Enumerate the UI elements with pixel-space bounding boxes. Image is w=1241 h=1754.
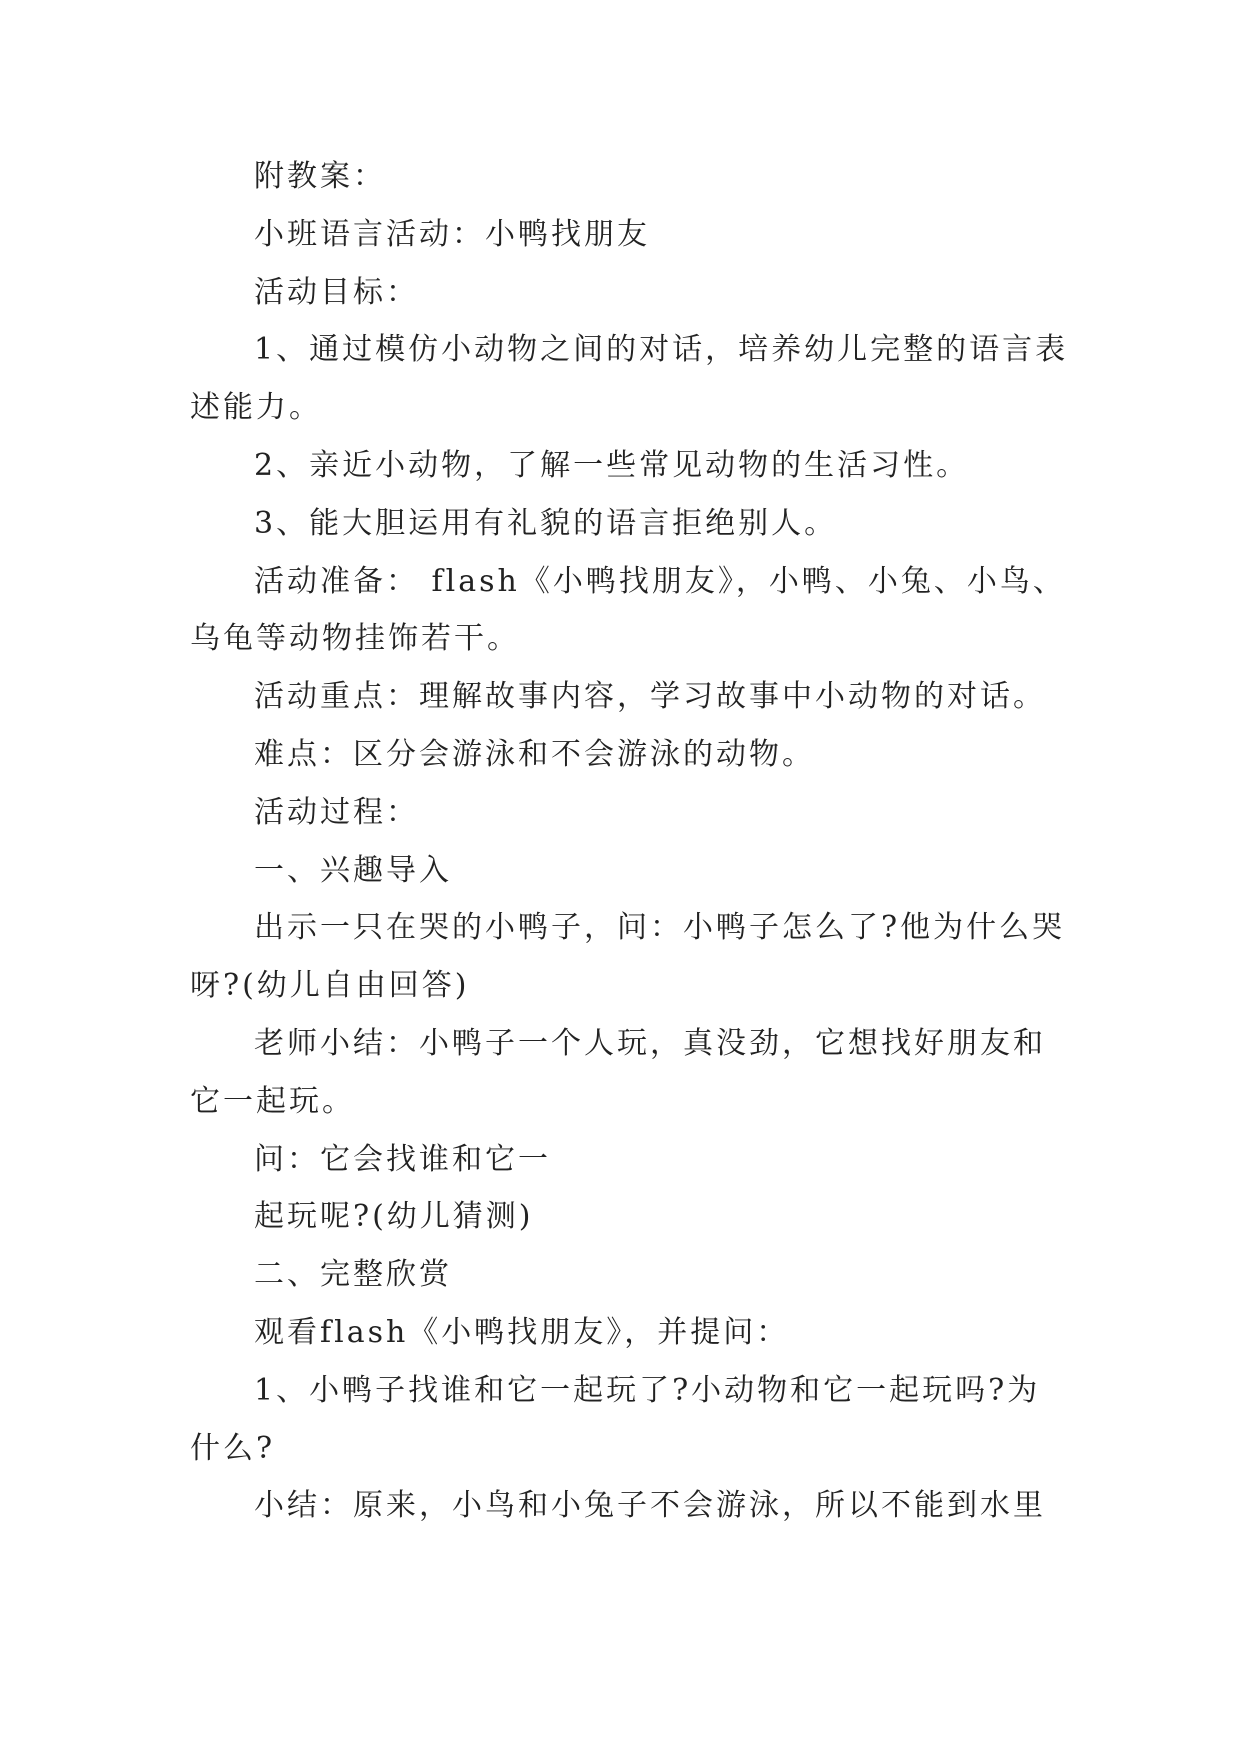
paragraph-teacher-summary: 老师小结：小鸭子一个人玩，真没劲，它想找好朋友和它一起玩。 (190, 1025, 1046, 1119)
paragraph-section-1-heading: 一、兴趣导入 (254, 852, 452, 888)
paragraph-question-1: 1、小鸭子找谁和它一起玩了?小动物和它一起玩吗?为什么? (190, 1372, 1041, 1466)
paragraph-goal-3: 3、能大胆运用有礼貌的语言拒绝别人。 (254, 505, 838, 541)
paragraph-preparation: 活动准备： flash《小鸭找朋友》，小鸭、小兔、小鸟、乌龟等动物挂饰若干。 (190, 563, 1066, 657)
document-body (190, 148, 1070, 1535)
paragraph-key-point: 活动重点：理解故事内容，学习故事中小动物的对话。 (254, 679, 1046, 715)
paragraph-activity-title: 小班语言活动：小鸭找朋友 (254, 216, 650, 252)
paragraph-section-2-heading: 二、完整欣赏 (254, 1257, 452, 1293)
paragraph-show-duck: 出示一只在哭的小鸭子，问：小鸭子怎么了?他为什么哭呀?(幼儿自由回答) (190, 910, 1066, 1004)
paragraph-question-part-2: 起玩呢?(幼儿猜测) (254, 1199, 534, 1235)
paragraph-question-part-1: 问：它会找谁和它一 (254, 1141, 551, 1177)
paragraph-summary: 小结：原来，小鸟和小兔子不会游泳，所以不能到水里 (254, 1488, 1046, 1524)
paragraph-goal-1: 1、通过模仿小动物之间的对话，培养幼儿完整的语言表述能力。 (190, 332, 1069, 426)
paragraph-attachment-label: 附教案： (254, 159, 386, 194)
paragraph-watch-flash: 观看flash《小鸭找朋友》，并提问： (254, 1314, 790, 1350)
paragraph-goal-2: 2、亲近小动物，了解一些常见动物的生活习性。 (254, 447, 970, 483)
paragraph-difficulty: 难点：区分会游泳和不会游泳的动物。 (254, 736, 815, 772)
paragraph-process-heading: 活动过程： (254, 794, 419, 830)
paragraph-goals-heading: 活动目标： (254, 274, 419, 310)
